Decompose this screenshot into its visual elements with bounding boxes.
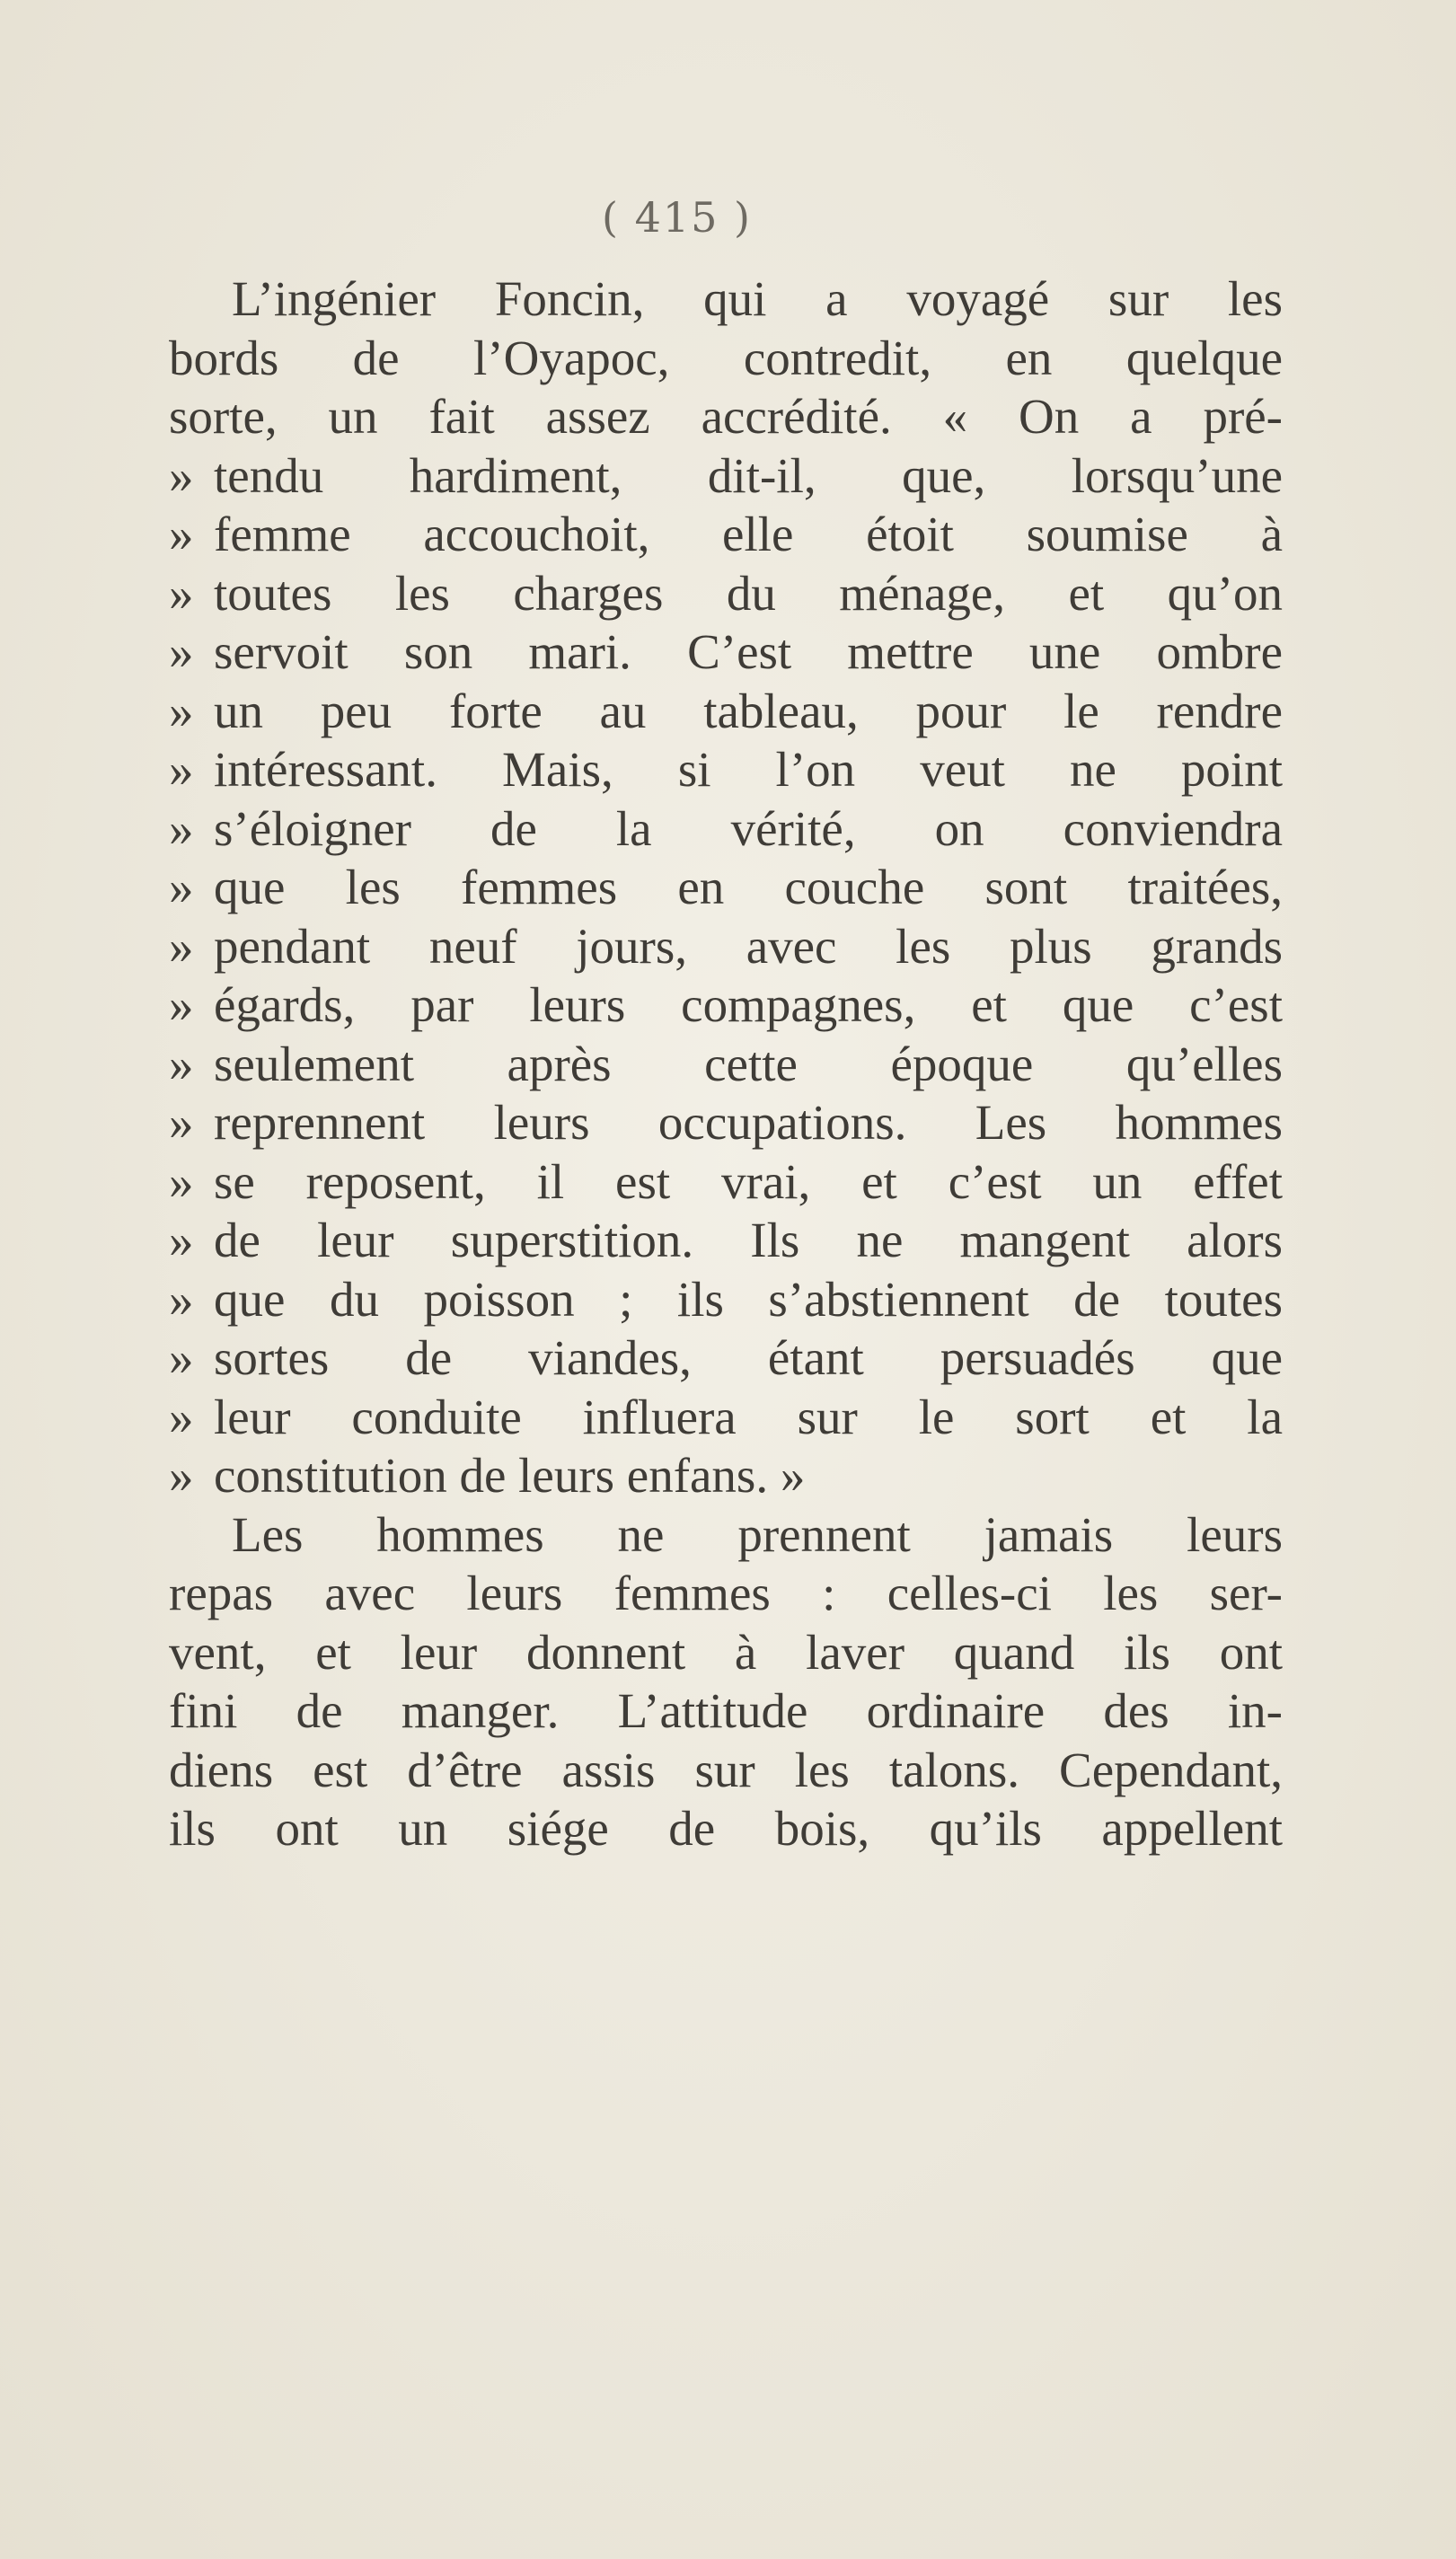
line-text: Les hommes ne prennent jamais leurs	[232, 1506, 1283, 1562]
line-text: égards, par leurs compagnes, et que c’est	[214, 977, 1283, 1032]
text-line	[169, 1623, 1283, 1682]
text-line	[169, 1799, 1283, 1858]
line-text: repas avec leurs femmes : celles-ci les ser-	[169, 1566, 1283, 1620]
text-line	[169, 799, 1283, 859]
line-text: un peu forte au tableau, pour le rendre	[214, 683, 1283, 738]
line-text: que les femmes en couche sont traitées,	[214, 860, 1283, 914]
quote-mark: »	[169, 1389, 194, 1444]
line-text: seulement après cette époque qu’elles	[214, 1036, 1283, 1091]
quote-mark: »	[169, 1213, 194, 1267]
text-line	[169, 1564, 1283, 1623]
quote-mark: »	[169, 565, 194, 621]
quote-mark: »	[169, 624, 194, 679]
quote-mark: »	[169, 860, 194, 914]
quote-mark: »	[169, 683, 194, 738]
quote-mark: »	[169, 447, 194, 503]
text-line	[169, 1152, 1283, 1212]
page-number: ( 415 )	[602, 193, 752, 242]
text-line	[169, 505, 1283, 564]
text-line	[169, 1093, 1283, 1152]
quote-mark: »	[169, 800, 194, 856]
text-line	[169, 564, 1283, 623]
quote-mark: »	[169, 918, 194, 974]
line-text: constitution de leurs enfans. »	[214, 1448, 806, 1503]
line-text: ils ont un siége de bois, qu’ils appellent	[169, 1801, 1283, 1856]
quote-mark: »	[169, 1330, 194, 1385]
quote-mark: »	[169, 1153, 194, 1209]
line-text: bords de l’Oyapoc, contredit, en quelque	[169, 330, 1283, 385]
line-text: diens est d’être assis sur les talons. Cependant,	[169, 1742, 1283, 1797]
text-line	[169, 622, 1283, 682]
body-text	[169, 269, 1283, 1858]
line-text: pendant neuf jours, avec les plus grands	[214, 918, 1283, 974]
line-text: que du poisson ; ils s’abstiennent de toutes	[214, 1271, 1283, 1327]
text-line	[169, 329, 1283, 388]
line-text: L’ingénier Foncin, qui a voyagé sur les	[232, 271, 1283, 326]
text-line	[169, 917, 1283, 976]
line-text: femme accouchoit, elle étoit soumise à	[214, 507, 1283, 561]
quote-mark: »	[169, 1036, 194, 1091]
line-text: toutes les charges du ménage, et qu’on	[214, 565, 1283, 621]
text-line	[169, 1328, 1283, 1388]
text-line	[169, 1505, 1283, 1565]
line-text: servoit son mari. C’est mettre une ombre	[214, 624, 1283, 679]
text-line	[169, 1270, 1283, 1329]
line-text: tendu hardiment, dit-il, que, lorsqu’une	[214, 447, 1283, 503]
line-text: vent, et leur donnent à laver quand ils ont	[169, 1624, 1283, 1680]
text-line	[169, 1446, 1283, 1505]
line-text: de leur superstition. Ils ne mangent alors	[214, 1213, 1283, 1267]
line-text: reprennent leurs occupations. Les hommes	[214, 1095, 1283, 1150]
quote-mark: »	[169, 507, 194, 561]
text-line	[169, 387, 1283, 446]
text-line	[169, 1741, 1283, 1800]
text-line	[169, 858, 1283, 917]
text-line	[169, 1681, 1283, 1741]
line-text: leur conduite influera sur le sort et la	[214, 1389, 1283, 1444]
line-text: sorte, un fait assez accrédité. « On a pré-	[169, 389, 1283, 444]
text-line	[169, 446, 1283, 506]
text-line	[169, 740, 1283, 799]
quote-mark: »	[169, 1271, 194, 1327]
quote-mark: »	[169, 1448, 194, 1503]
line-text: intéressant. Mais, si l’on veut ne point	[214, 742, 1283, 797]
line-text: fini de manger. L’attitude ordinaire des in-	[169, 1683, 1283, 1738]
quote-mark: »	[169, 742, 194, 797]
quote-mark: »	[169, 1095, 194, 1150]
text-line	[169, 682, 1283, 741]
line-text: s’éloigner de la vérité, on conviendra	[214, 800, 1283, 856]
line-text: sortes de viandes, étant persuadés que	[214, 1330, 1283, 1385]
line-text: se reposent, il est vrai, et c’est un effet	[214, 1153, 1283, 1209]
text-line	[169, 1035, 1283, 1094]
text-line	[169, 1388, 1283, 1447]
text-line	[169, 975, 1283, 1035]
quote-mark: »	[169, 977, 194, 1032]
text-line	[169, 1211, 1283, 1270]
text-line	[169, 269, 1283, 329]
